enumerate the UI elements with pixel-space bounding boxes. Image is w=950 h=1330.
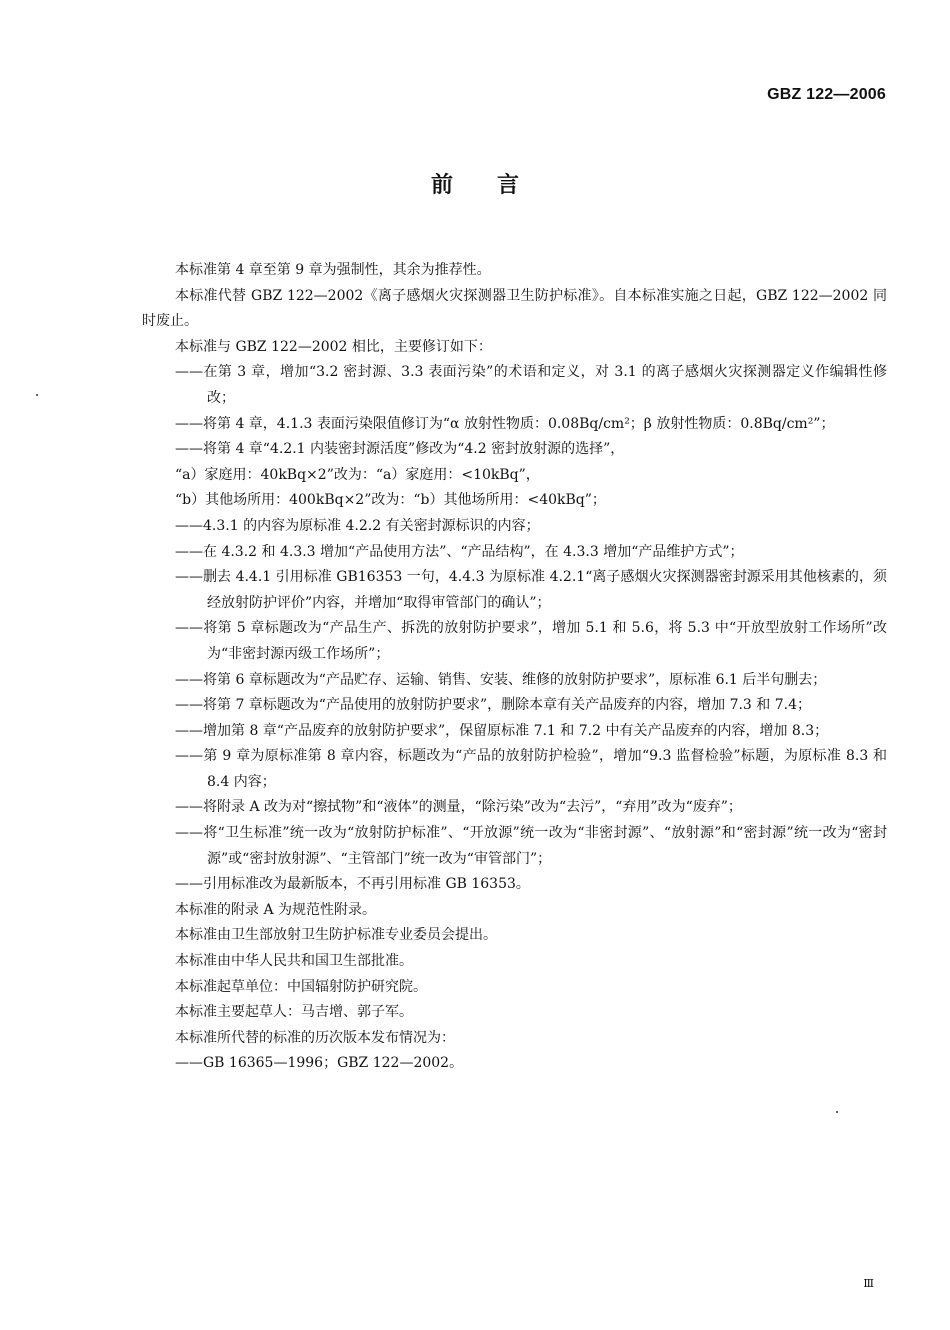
revision-item: ——增加第 8 章“产品废弃的放射防护要求”，保留原标准 7.1 和 7.2 中有关产品废弃的内容，增加 8.3； [175,722,829,739]
scan-speck [836,1111,838,1113]
revision-item: ——将附录 A 改为对“擦拭物”和“液体”的测量，“除污染”改为“去污”，“弃用”改为“废弃”； [175,799,742,816]
foreword-body [142,258,887,1077]
revision-subitem: “b）其他场所用：400kBq×2”改为：“b）其他场所用：<40kBq”； [175,492,606,509]
revision-item: ——将“卫生标准”统一改为“放射防护标准”、“开放源”统一改为“非密封源”、“放射源”和“密封源”统一改为“密封源”或“密封放射源”、“主管部门”统一改为“审管部门”； [175,825,887,867]
revision-item: ——将第 5 章标题改为“产品生产、拆洗的放射防护要求”，增加 5.1 和 5.6，将 5.3 中“开放型放射工作场所”改为“非密封源丙级工作场所”； [175,620,887,662]
revision-item: ——第 9 章为原标准第 8 章内容，标题改为“产品的放射防护检验”，增加“9.3 监督检验”标题，为原标准 8.3 和 8.4 内容； [175,748,887,790]
revision-item: ——4.3.1 的内容为原标准 4.2.2 有关密封源标识的内容； [175,517,540,534]
paragraph: 本标准的附录 A 为规范性附录。 [175,901,377,918]
revision-item: ——GB 16365—1996；GBZ 122—2002。 [175,1055,464,1072]
paragraph: 本标准由卫生部放射卫生防护标准专业委员会提出。 [175,927,497,944]
revision-item: ——引用标准改为最新版本，不再引用标准 GB 16353。 [175,876,530,893]
paragraph: 本标准主要起草人：马吉增、郭子军。 [175,1004,413,1021]
page-number: Ⅲ [863,1277,874,1290]
page-title: 前言 [430,173,563,198]
revision-item: ——在第 3 章，增加“3.2 密封源、3.3 表面污染”的术语和定义，对 3.1 的离子感烟火灾探测器定义作编辑性修改； [175,364,887,406]
revision-item: ——将第 4 章“4.2.1 内装密封源活度”修改为“4.2 密封放射源的选择”， [175,441,625,458]
paragraph: 本标准由中华人民共和国卫生部批准。 [175,953,413,970]
revision-item: ——删去 4.4.1 引用标准 GB16353 一句，4.4.3 为原标准 4.2.1“离子感烟火灾探测器密封源采用其他核素的，须经放射防护评价”内容，并增加“取得审管部门的确认”； [175,569,887,611]
paragraph: 本标准第 4 章至第 9 章为强制性，其余为推荐性。 [175,262,491,278]
scan-speck [36,394,38,396]
paragraph: 本标准所代替的标准的历次版本发布情况为： [175,1029,455,1046]
standard-code: GBZ 122—2006 [767,86,886,103]
revision-item: ——将第 6 章标题改为“产品贮存、运输、销售、安装、维修的放射防护要求”，原标准 6.1 后半句删去； [175,671,827,688]
revision-item: ——将第 7 章标题改为“产品使用的放射防护要求”，删除本章有关产品废弃的内容，增加 7.3 和 7.4； [175,697,811,714]
paragraph: 本标准与 GBZ 122—2002 相比，主要修订如下： [175,338,492,355]
revision-item: ——在 4.3.2 和 4.3.3 增加“产品使用方法”、“产品结构”，在 4.3.3 增加“产品维护方式”； [175,543,744,560]
revision-subitem: “a）家庭用：40kBq×2”改为：“a）家庭用：<10kBq”， [175,466,540,483]
revision-item: ——将第 4 章，4.1.3 表面污染限值修订为“α 放射性物质：0.08Bq/cm²；β 放射性物质：0.8Bq/cm²”； [175,415,835,432]
paragraph: 本标准代替 GBZ 122—2002《离子感烟火灾探测器卫生防护标准》。自本标准实施之日起，GBZ 122—2002 同时废止。 [142,287,887,330]
paragraph: 本标准起草单位：中国辐射防护研究院。 [175,978,427,995]
